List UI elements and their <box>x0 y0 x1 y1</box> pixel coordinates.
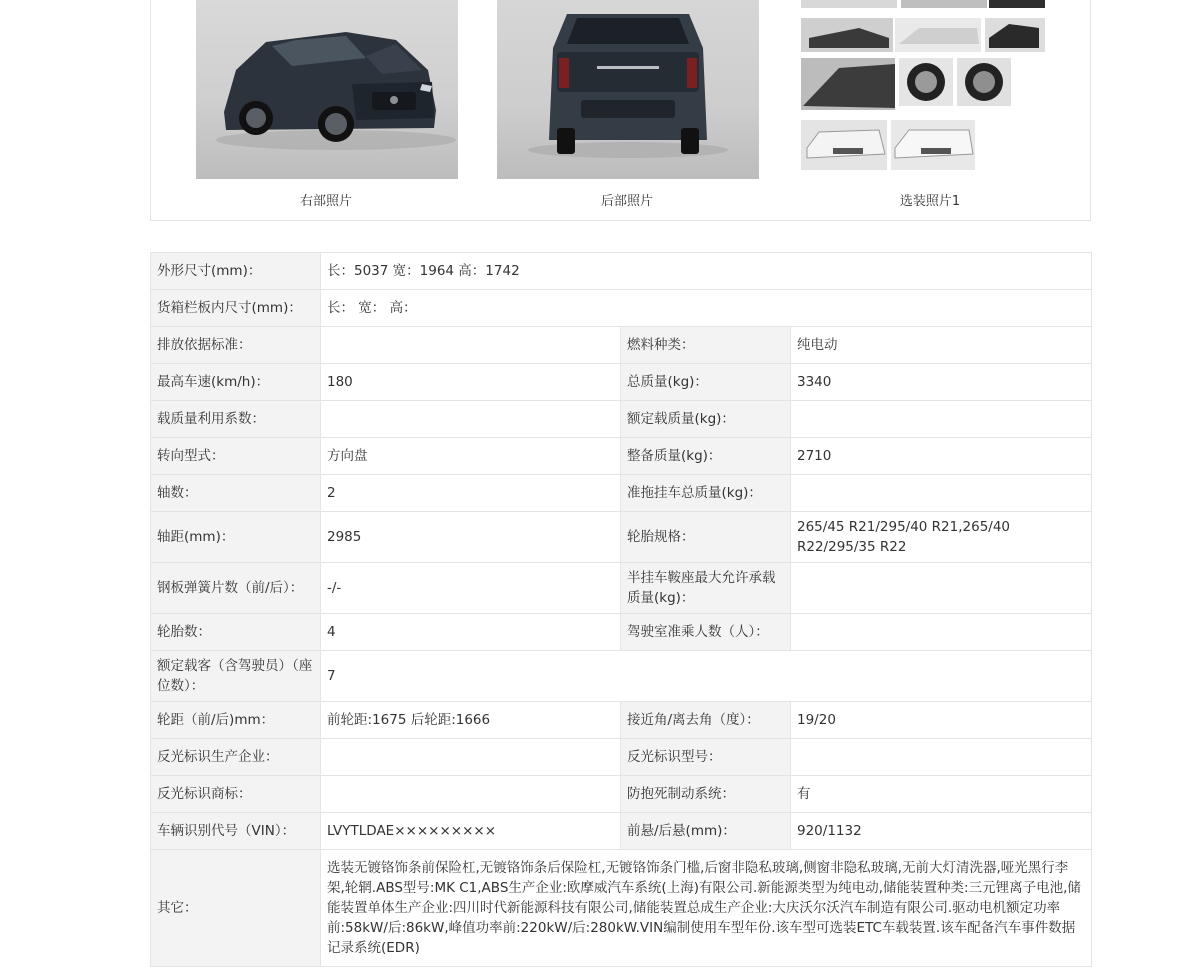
spec-label: 半挂车鞍座最大允许承载质量(kg)： <box>621 563 791 614</box>
optional-photo-caption: 选装照片1 <box>899 194 961 209</box>
spec-value <box>321 327 621 364</box>
table-row <box>151 475 1092 512</box>
table-row <box>151 512 1092 563</box>
right-photo[interactable] <box>196 0 458 179</box>
spec-value: 2 <box>321 475 621 512</box>
dimensions-label: 外形尺寸(mm)： <box>151 253 321 290</box>
other-label: 其它： <box>151 850 321 967</box>
spec-label: 轮胎数： <box>151 614 321 651</box>
spec-label: 前悬/后悬(mm)： <box>621 813 791 850</box>
spec-value: 180 <box>321 364 621 401</box>
spec-label: 轮胎规格： <box>621 512 791 563</box>
spec-label: 轮距（前/后)mm： <box>151 702 321 739</box>
spec-value <box>321 776 621 813</box>
spec-label: 反光标识生产企业： <box>151 739 321 776</box>
other-value: 选装无镀铬饰条前保险杠,无镀铬饰条后保险杠,无镀铬饰条门槛,后窗非隐私玻璃,侧窗非隐私玻璃,无前大灯清洗器,哑光黑行李架,轮辋.ABS型号:MK C1,ABS生产企业:欧摩威汽车系统(上海)有限公司.新能源类型为纯电动,储能装置种类:三元锂离子电池,储能装置单体生产企业:四川时代新能源科技有限公司,储能装置总成生产企业:大庆沃尔沃汽车制造有限公司.驱动电机额定功率前:58kW/后:86kW,峰值功率前:220kW/后:280kW.VIN编制使用车型年份.该车型可选装ETC车载装置.该车配备汽车事件数据记录系统(EDR) <box>321 850 1092 967</box>
spec-value: 前轮距:1675 后轮距:1666 <box>321 702 621 739</box>
spec-value: 纯电动 <box>791 327 1092 364</box>
spec-value <box>791 563 1092 614</box>
spec-label: 驾驶室准乘人数（人）： <box>621 614 791 651</box>
spec-label: 整备质量(kg)： <box>621 438 791 475</box>
optional-photo-thumbnails <box>799 0 1047 174</box>
table-row <box>151 253 1092 290</box>
spec-label: 排放依据标准： <box>151 327 321 364</box>
spec-label: 燃料种类： <box>621 327 791 364</box>
spec-value <box>791 739 1092 776</box>
table-row <box>151 327 1092 364</box>
spec-value: 3340 <box>791 364 1092 401</box>
spec-value: -/- <box>321 563 621 614</box>
spec-table <box>150 252 1092 967</box>
table-row <box>151 614 1092 651</box>
spec-label: 车辆识别代号（VIN）： <box>151 813 321 850</box>
spec-label: 总质量(kg)： <box>621 364 791 401</box>
spec-label: 钢板弹簧片数（前/后）： <box>151 563 321 614</box>
back-photo-caption: 后部照片 <box>600 194 653 209</box>
spec-label: 反光标识商标： <box>151 776 321 813</box>
spec-value: 2710 <box>791 438 1092 475</box>
spec-label: 准拖挂车总质量(kg)： <box>621 475 791 512</box>
spec-value: 19/20 <box>791 702 1092 739</box>
spec-value <box>321 401 621 438</box>
spec-value <box>791 614 1092 651</box>
spec-value: 4 <box>321 614 621 651</box>
table-row <box>151 401 1092 438</box>
table-row <box>151 438 1092 475</box>
table-row <box>151 850 1092 967</box>
spec-value: 有 <box>791 776 1092 813</box>
dimensions-value: 长：5037 宽：1964 高：1742 <box>321 253 1092 290</box>
table-row <box>151 364 1092 401</box>
table-row <box>151 290 1092 327</box>
spec-value: 265/45 R21/295/40 R21,265/40 R22/295/35 R22 <box>791 512 1092 563</box>
spec-label: 转向型式： <box>151 438 321 475</box>
spec-value: 2985 <box>321 512 621 563</box>
spec-label: 接近角/离去角（度）： <box>621 702 791 739</box>
photo-panel <box>150 0 1091 221</box>
right-photo-caption: 右部照片 <box>299 194 352 209</box>
suv-front-image <box>196 0 458 179</box>
spec-label: 防抱死制动系统： <box>621 776 791 813</box>
vin-value: LVYTLDAE××××××××× <box>321 813 621 850</box>
spec-value <box>321 739 621 776</box>
spec-value: 方向盘 <box>321 438 621 475</box>
seats-value: 7 <box>321 651 1092 702</box>
suv-rear-image <box>497 0 759 179</box>
optional-photo-collage[interactable] <box>799 0 1047 174</box>
table-row <box>151 702 1092 739</box>
spec-label: 载质量利用系数： <box>151 401 321 438</box>
spec-label: 轴距(mm)： <box>151 512 321 563</box>
spec-value <box>791 475 1092 512</box>
cargo-dimensions-value: 长： 宽： 高： <box>321 290 1092 327</box>
table-row <box>151 739 1092 776</box>
table-row <box>151 563 1092 614</box>
table-row <box>151 813 1092 850</box>
spec-label: 轴数： <box>151 475 321 512</box>
cargo-dimensions-label: 货箱栏板内尺寸(mm)： <box>151 290 321 327</box>
spec-label: 最高车速(km/h)： <box>151 364 321 401</box>
spec-value <box>791 401 1092 438</box>
table-row <box>151 651 1092 702</box>
spec-value: 920/1132 <box>791 813 1092 850</box>
spec-label: 额定载质量(kg)： <box>621 401 791 438</box>
table-row <box>151 776 1092 813</box>
back-photo[interactable] <box>497 0 759 179</box>
seats-label: 额定载客（含驾驶员）（座位数）： <box>151 651 321 702</box>
spec-label: 反光标识型号： <box>621 739 791 776</box>
